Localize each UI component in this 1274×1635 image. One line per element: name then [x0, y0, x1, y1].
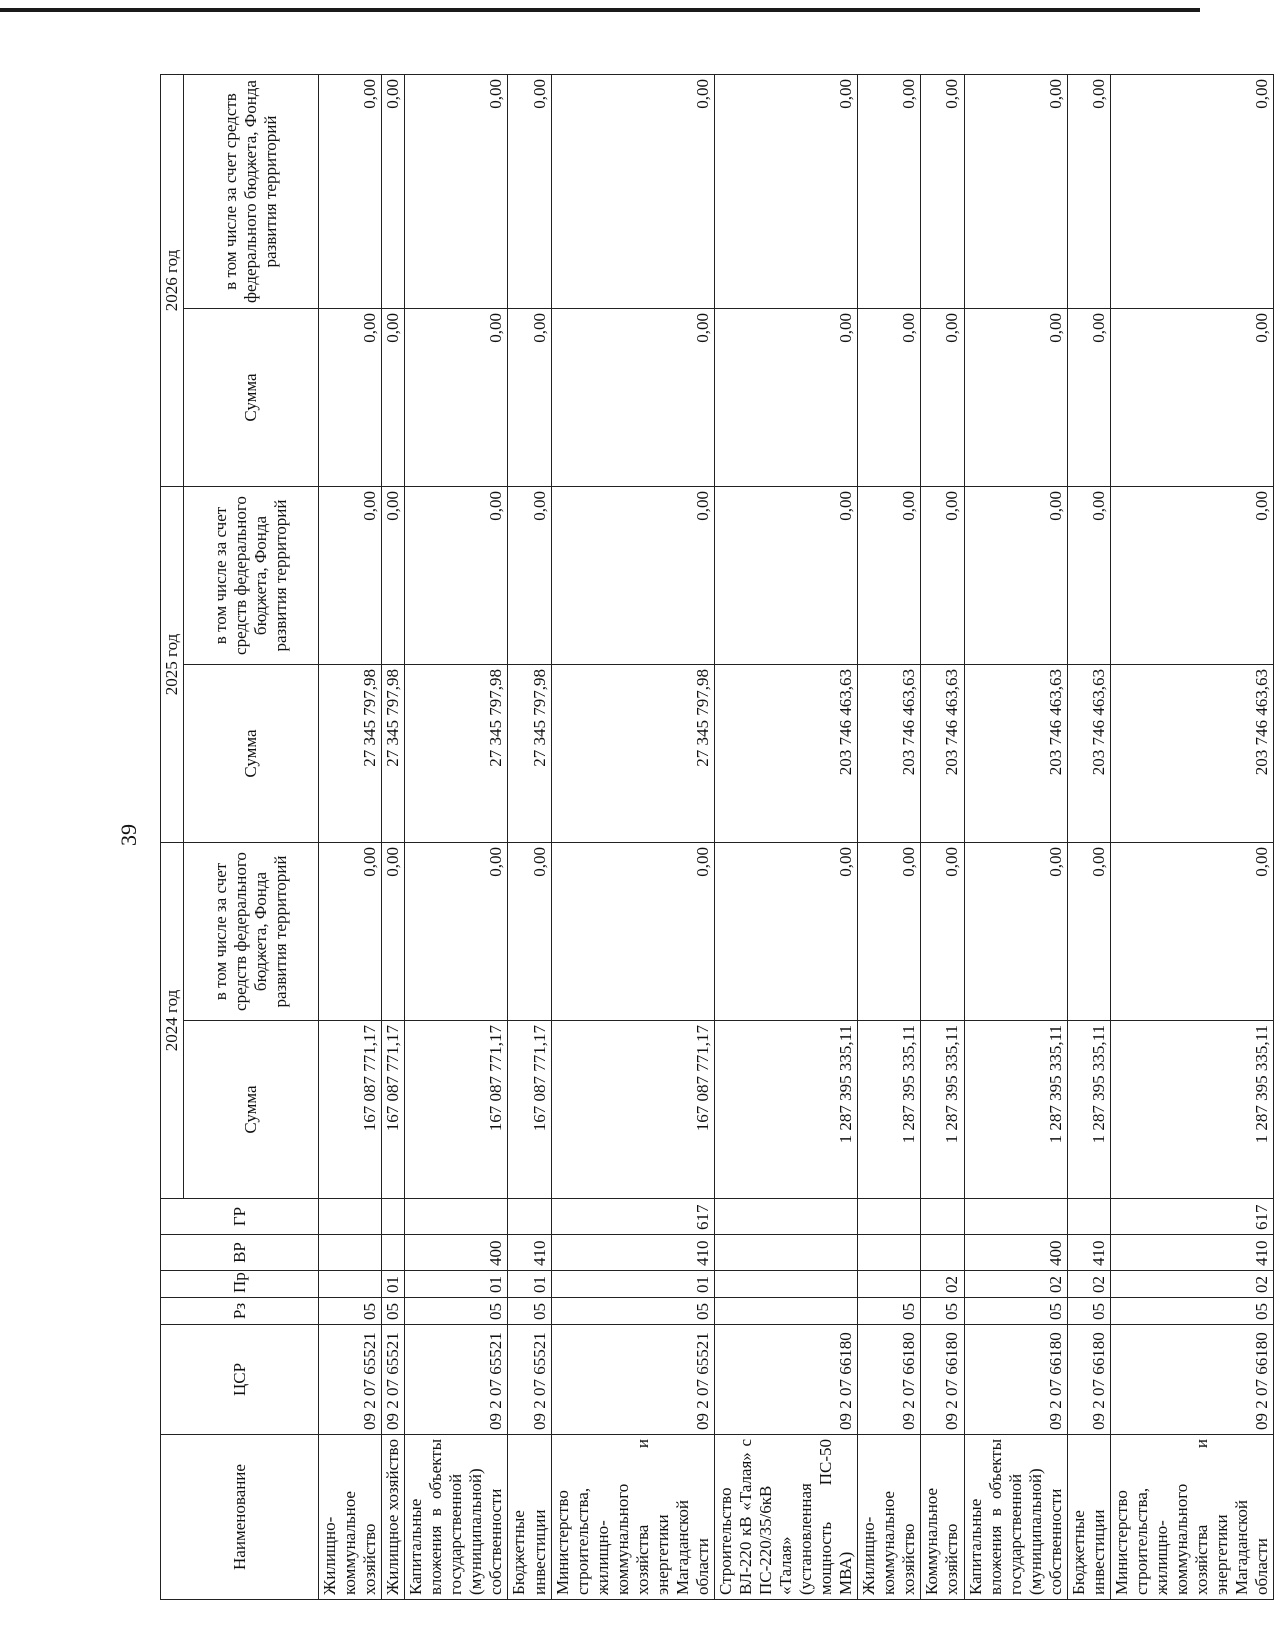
row-sum-2026: 0,00 [551, 309, 714, 487]
row-sum-2024: 167 087 771,17 [551, 1021, 714, 1199]
row-rz: 05 [382, 1298, 405, 1325]
row-fed-2025: 0,00 [551, 487, 714, 665]
row-sum-2025: 203 746 463,63 [714, 665, 857, 843]
header-rz: Рз [161, 1298, 319, 1325]
row-rz: 05 [1110, 1298, 1273, 1325]
row-fed-2026: 0,00 [382, 75, 405, 309]
row-rz [714, 1298, 857, 1325]
row-sum-2025: 27 345 797,98 [508, 665, 551, 843]
row-fed-2024: 0,00 [508, 843, 551, 1021]
header-year-2024: 2024 год [161, 843, 184, 1199]
row-fed-2025: 0,00 [964, 487, 1067, 665]
row-name: Капитальные вложения в объекты государственной (муниципальной) собственности [964, 1435, 1067, 1600]
row-fed-2026: 0,00 [921, 75, 964, 309]
header-sum-2025: Сумма [184, 665, 319, 843]
row-fed-2026: 0,00 [858, 75, 921, 309]
row-rz: 05 [319, 1298, 382, 1325]
row-sum-2024: 167 087 771,17 [508, 1021, 551, 1199]
row-sum-2025: 203 746 463,63 [964, 665, 1067, 843]
row-pr: 01 [508, 1271, 551, 1298]
row-sum-2026: 0,00 [964, 309, 1067, 487]
row-sum-2024: 167 087 771,17 [405, 1021, 508, 1199]
row-sum-2025: 203 746 463,63 [1067, 665, 1110, 843]
row-sum-2026: 0,00 [382, 309, 405, 487]
row-fed-2026: 0,00 [1110, 75, 1273, 309]
row-sum-2025: 27 345 797,98 [319, 665, 382, 843]
row-rz: 05 [858, 1298, 921, 1325]
row-csr: 09 2 07 66180 [858, 1325, 921, 1435]
table-row [508, 75, 551, 1600]
row-vr [921, 1235, 964, 1271]
row-name: Министерство строительства, жилищно-коммунального хозяйства и энергетики Магаданской области [551, 1435, 714, 1600]
row-sum-2024: 1 287 395 335,11 [964, 1021, 1067, 1199]
row-vr: 410 [1067, 1235, 1110, 1271]
row-csr: 09 2 07 65521 [551, 1325, 714, 1435]
row-vr: 410 [551, 1235, 714, 1271]
table-row [551, 75, 714, 1600]
row-vr [858, 1235, 921, 1271]
row-sum-2025: 203 746 463,63 [921, 665, 964, 843]
budget-table [160, 74, 1274, 1600]
row-gr [921, 1199, 964, 1235]
row-fed-2024: 0,00 [405, 843, 508, 1021]
row-gr [964, 1199, 1067, 1235]
row-fed-2025: 0,00 [858, 487, 921, 665]
row-fed-2026: 0,00 [964, 75, 1067, 309]
row-csr: 09 2 07 65521 [382, 1325, 405, 1435]
row-fed-2025: 0,00 [319, 487, 382, 665]
table-row [382, 75, 405, 1600]
page-number: 39 [116, 824, 141, 846]
row-vr: 410 [508, 1235, 551, 1271]
row-fed-2024: 0,00 [714, 843, 857, 1021]
row-pr [858, 1271, 921, 1298]
row-fed-2024: 0,00 [1110, 843, 1273, 1021]
row-gr [1067, 1199, 1110, 1235]
header-csr: ЦСР [161, 1325, 319, 1435]
row-rz: 05 [964, 1298, 1067, 1325]
row-pr: 01 [405, 1271, 508, 1298]
header-pr: Пр [161, 1271, 319, 1298]
row-name: Жилищное хозяйство [382, 1435, 405, 1600]
row-sum-2024: 167 087 771,17 [319, 1021, 382, 1199]
row-fed-2025: 0,00 [1067, 487, 1110, 665]
header-gr: ГР [161, 1199, 319, 1235]
row-vr: 410 [1110, 1235, 1273, 1271]
row-sum-2024: 1 287 395 335,11 [1067, 1021, 1110, 1199]
row-sum-2026: 0,00 [1067, 309, 1110, 487]
row-vr [319, 1235, 382, 1271]
header-row-years [161, 75, 184, 1600]
row-csr: 09 2 07 66180 [1067, 1325, 1110, 1435]
row-name: Коммунальное хозяйство [921, 1435, 964, 1600]
row-sum-2026: 0,00 [405, 309, 508, 487]
row-pr: 02 [964, 1271, 1067, 1298]
row-fed-2026: 0,00 [405, 75, 508, 309]
row-name: Жилищно-коммунальное хозяйство [319, 1435, 382, 1600]
row-vr: 400 [964, 1235, 1067, 1271]
table-row [405, 75, 508, 1600]
row-sum-2025: 27 345 797,98 [405, 665, 508, 843]
row-fed-2025: 0,00 [714, 487, 857, 665]
row-name: Жилищно-коммунальное хозяйство [858, 1435, 921, 1600]
header-fed-2026: в том числе за счет средств федерального бюджета, Фонда развития территорий [184, 75, 319, 309]
header-sum-2024: Сумма [184, 1021, 319, 1199]
page-top-rule [0, 8, 1200, 12]
row-name: Министерство строительства, жилищно-коммунального хозяйства и энергетики Магаданской области [1110, 1435, 1273, 1600]
header-year-2025: 2025 год [161, 487, 184, 843]
row-name: Бюджетные инвестиции [508, 1435, 551, 1600]
row-fed-2025: 0,00 [1110, 487, 1273, 665]
row-vr [714, 1235, 857, 1271]
row-sum-2024: 1 287 395 335,11 [858, 1021, 921, 1199]
row-sum-2026: 0,00 [921, 309, 964, 487]
row-sum-2024: 1 287 395 335,11 [1110, 1021, 1273, 1199]
row-sum-2026: 0,00 [714, 309, 857, 487]
row-rz: 05 [405, 1298, 508, 1325]
row-fed-2026: 0,00 [1067, 75, 1110, 309]
row-csr: 09 2 07 66180 [964, 1325, 1067, 1435]
row-sum-2025: 203 746 463,63 [858, 665, 921, 843]
row-sum-2025: 27 345 797,98 [551, 665, 714, 843]
header-name: Наименование [161, 1435, 319, 1600]
row-fed-2025: 0,00 [508, 487, 551, 665]
row-pr: 01 [382, 1271, 405, 1298]
row-sum-2026: 0,00 [858, 309, 921, 487]
row-name: Бюджетные инвестиции [1067, 1435, 1110, 1600]
row-fed-2025: 0,00 [405, 487, 508, 665]
row-gr [508, 1199, 551, 1235]
table-row [1067, 75, 1110, 1600]
row-fed-2025: 0,00 [382, 487, 405, 665]
row-csr: 09 2 07 66180 [1110, 1325, 1273, 1435]
row-pr: 02 [921, 1271, 964, 1298]
row-fed-2026: 0,00 [714, 75, 857, 309]
header-year-2026: 2026 год [161, 75, 184, 487]
row-gr [405, 1199, 508, 1235]
row-gr: 617 [551, 1199, 714, 1235]
row-csr: 09 2 07 65521 [319, 1325, 382, 1435]
row-pr: 02 [1067, 1271, 1110, 1298]
row-fed-2026: 0,00 [508, 75, 551, 309]
row-sum-2025: 203 746 463,63 [1110, 665, 1273, 843]
row-fed-2024: 0,00 [858, 843, 921, 1021]
table-row [921, 75, 964, 1600]
row-fed-2024: 0,00 [319, 843, 382, 1021]
table-row [714, 75, 857, 1600]
row-sum-2024: 1 287 395 335,11 [714, 1021, 857, 1199]
row-pr: 01 [551, 1271, 714, 1298]
row-sum-2024: 1 287 395 335,11 [921, 1021, 964, 1199]
row-vr: 400 [405, 1235, 508, 1271]
row-csr: 09 2 07 65521 [508, 1325, 551, 1435]
row-fed-2024: 0,00 [964, 843, 1067, 1021]
row-fed-2024: 0,00 [551, 843, 714, 1021]
row-csr: 09 2 07 66180 [714, 1325, 857, 1435]
row-rz: 05 [1067, 1298, 1110, 1325]
row-sum-2024: 167 087 771,17 [382, 1021, 405, 1199]
header-vr: ВР [161, 1235, 319, 1271]
row-sum-2026: 0,00 [319, 309, 382, 487]
header-sum-2026: Сумма [184, 309, 319, 487]
row-name: Строительство ВЛ-220 кВ «Талая» с ПС-220/35/6кВ «Талая» (установленная мощность ПС-50 МВА) [714, 1435, 857, 1600]
row-fed-2024: 0,00 [1067, 843, 1110, 1021]
row-csr: 09 2 07 65521 [405, 1325, 508, 1435]
row-gr [714, 1199, 857, 1235]
row-sum-2026: 0,00 [508, 309, 551, 487]
row-gr: 617 [1110, 1199, 1273, 1235]
row-fed-2024: 0,00 [382, 843, 405, 1021]
row-name: Капитальные вложения в объекты государственной (муниципальной) собственности [405, 1435, 508, 1600]
header-fed-2024: в том числе за счет средств федерального бюджета, Фонда развития территорий [184, 843, 319, 1021]
table-row [319, 75, 382, 1600]
rotated-table-wrapper [160, 75, 1272, 1600]
row-pr: 02 [1110, 1271, 1273, 1298]
row-sum-2026: 0,00 [1110, 309, 1273, 487]
row-fed-2024: 0,00 [921, 843, 964, 1021]
row-rz: 05 [921, 1298, 964, 1325]
row-vr [382, 1235, 405, 1271]
row-gr [382, 1199, 405, 1235]
row-rz: 05 [508, 1298, 551, 1325]
row-csr: 09 2 07 66180 [921, 1325, 964, 1435]
row-sum-2025: 27 345 797,98 [382, 665, 405, 843]
row-fed-2026: 0,00 [319, 75, 382, 309]
table-row [964, 75, 1067, 1600]
row-rz: 05 [551, 1298, 714, 1325]
row-fed-2026: 0,00 [551, 75, 714, 309]
header-fed-2025: в том числе за счет средств федерального бюджета, Фонда развития территорий [184, 487, 319, 665]
table-row [858, 75, 921, 1600]
row-gr [319, 1199, 382, 1235]
row-pr [714, 1271, 857, 1298]
row-fed-2025: 0,00 [921, 487, 964, 665]
row-pr [319, 1271, 382, 1298]
table-row [1110, 75, 1273, 1600]
row-gr [858, 1199, 921, 1235]
